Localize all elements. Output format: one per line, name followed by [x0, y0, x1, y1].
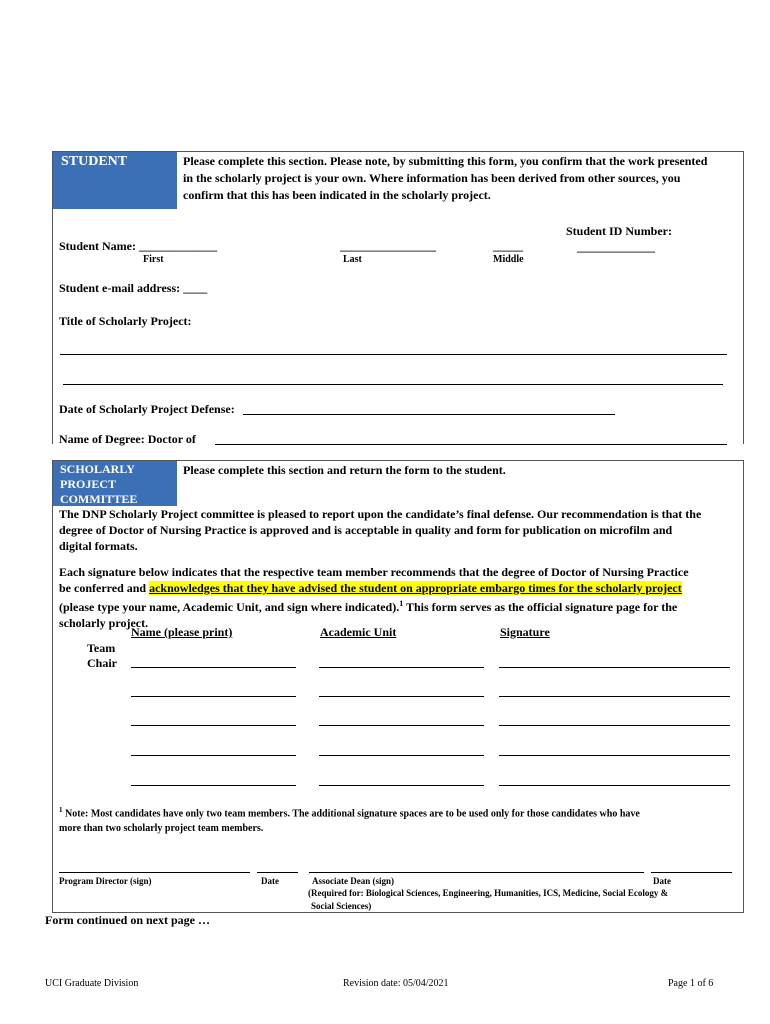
- name-line[interactable]: [131, 725, 296, 726]
- student-instructions-line: Please complete this section. Please note, by submitting this form, you confirm that the work presented: [183, 154, 708, 168]
- associate-dean-sign-line[interactable]: [309, 872, 644, 873]
- team-chair-label: [87, 641, 117, 671]
- unit-line[interactable]: [319, 696, 484, 697]
- footer-page-number: Page 1 of 6: [668, 978, 714, 989]
- footnote-text: Note: Most candidates have only two team members. The additional signature spaces are to be used only for those candidates who have: [62, 808, 640, 820]
- col-name-header: Name (please print): [131, 625, 233, 639]
- student-instructions-line: confirm that this has been indicated in the scholarly project.: [183, 188, 491, 202]
- team-label: Team: [87, 641, 116, 655]
- signature-line[interactable]: [499, 667, 730, 668]
- paragraph-line: scholarly project.: [59, 615, 149, 630]
- name-line[interactable]: [131, 696, 296, 697]
- first-caption: First: [143, 254, 164, 265]
- date-label: Date: [653, 876, 671, 886]
- student-instructions: [183, 153, 707, 204]
- col-unit-header: Academic Unit: [320, 625, 397, 639]
- name-line[interactable]: [131, 755, 296, 756]
- date-line[interactable]: [257, 872, 298, 873]
- committee-header: [53, 461, 177, 506]
- highlighted-text: acknowledges that they have advised the student on appropriate embargo times for the scholarly project: [149, 580, 682, 595]
- committee-instructions: Please complete this section and return the form to the student.: [183, 463, 506, 477]
- unit-line[interactable]: [319, 667, 484, 668]
- footnote-marker: 1: [59, 806, 63, 814]
- name-line[interactable]: [131, 785, 296, 786]
- col-signature-header: Signature: [500, 625, 550, 639]
- paragraph-text: This form serves as the official signature page for the: [403, 600, 678, 614]
- project-title-line[interactable]: [60, 354, 727, 355]
- unit-line[interactable]: [319, 785, 484, 786]
- last-caption: Last: [343, 254, 362, 265]
- committee-paragraph: [59, 506, 701, 554]
- degree-label: Name of Degree: Doctor of: [59, 432, 196, 446]
- student-name-field[interactable]: Student Name: _____________: [59, 239, 217, 253]
- signature-line[interactable]: [499, 725, 730, 726]
- paragraph-line: [59, 581, 689, 597]
- date-line[interactable]: [651, 872, 732, 873]
- signature-line[interactable]: [499, 785, 730, 786]
- paragraph-line: digital formats.: [59, 539, 138, 553]
- paragraph-line: Each signature below indicates that the respective team member recommends that the degree of Doctor of Nursing Practice: [59, 565, 689, 579]
- footnote: [59, 803, 640, 836]
- continued-note: Form continued on next page …: [45, 913, 210, 927]
- defense-date-label: Date of Scholarly Project Defense:: [59, 402, 235, 416]
- project-title-line[interactable]: [63, 384, 723, 385]
- required-note: [308, 887, 668, 913]
- program-director-sign-line[interactable]: [59, 872, 250, 873]
- signature-line[interactable]: [499, 696, 730, 697]
- paragraph-line: degree of Doctor of Nursing Practice is approved and is acceptable in quality and form for publication on microfilm and: [59, 523, 673, 537]
- program-director-label: Program Director (sign): [59, 876, 152, 886]
- date-label: Date: [261, 876, 279, 886]
- unit-line[interactable]: [319, 725, 484, 726]
- student-id-label: Student ID Number:: [566, 224, 673, 238]
- student-instructions-line: in the scholarly project is your own. Where information has been derived from other sources, you: [183, 171, 681, 185]
- signature-paragraph: [59, 565, 689, 631]
- last-name-field[interactable]: ________________: [340, 239, 436, 253]
- unit-line[interactable]: [319, 755, 484, 756]
- committee-header-line: SCHOLARLY: [60, 462, 135, 476]
- committee-header-line: PROJECT: [60, 477, 117, 491]
- footnote-line: more than two scholarly project team members.: [59, 823, 264, 835]
- student-header: [53, 152, 177, 209]
- footnote-marker: 1: [399, 599, 404, 608]
- committee-header-line: COMMITTEE: [60, 492, 138, 506]
- paragraph-text: (please type your name, Academic Unit, and sign where indicated).: [59, 600, 400, 614]
- project-title-label: Title of Scholarly Project:: [59, 314, 192, 328]
- footer-left: UCI Graduate Division: [45, 978, 139, 989]
- associate-dean-label: Associate Dean (sign): [312, 876, 394, 886]
- paragraph-line: [59, 596, 689, 616]
- email-field[interactable]: Student e-mail address: ____: [59, 281, 208, 295]
- student-header-label: STUDENT: [61, 154, 128, 169]
- student-id-field[interactable]: _____________: [577, 240, 655, 254]
- paragraph-line: The DNP Scholarly Project committee is pleased to report upon the candidate’s final defense. Our recommendation is that the: [59, 507, 702, 521]
- footnote-line: [59, 803, 640, 821]
- footer-revision-date: Revision date: 05/04/2021: [343, 978, 449, 989]
- paragraph-text: be conferred and: [59, 580, 150, 595]
- required-note-line: Social Sciences): [311, 901, 372, 911]
- chair-label: Chair: [87, 656, 117, 670]
- middle-name-field[interactable]: _____: [493, 239, 523, 253]
- required-note-line: (Required for: Biological Sciences, Engineering, Humanities, ICS, Medicine, Social Ecology &: [308, 888, 669, 898]
- signature-line[interactable]: [499, 755, 730, 756]
- middle-caption: Middle: [493, 254, 524, 265]
- defense-date-line[interactable]: [243, 414, 615, 415]
- degree-line[interactable]: [215, 444, 727, 445]
- name-line[interactable]: [131, 667, 296, 668]
